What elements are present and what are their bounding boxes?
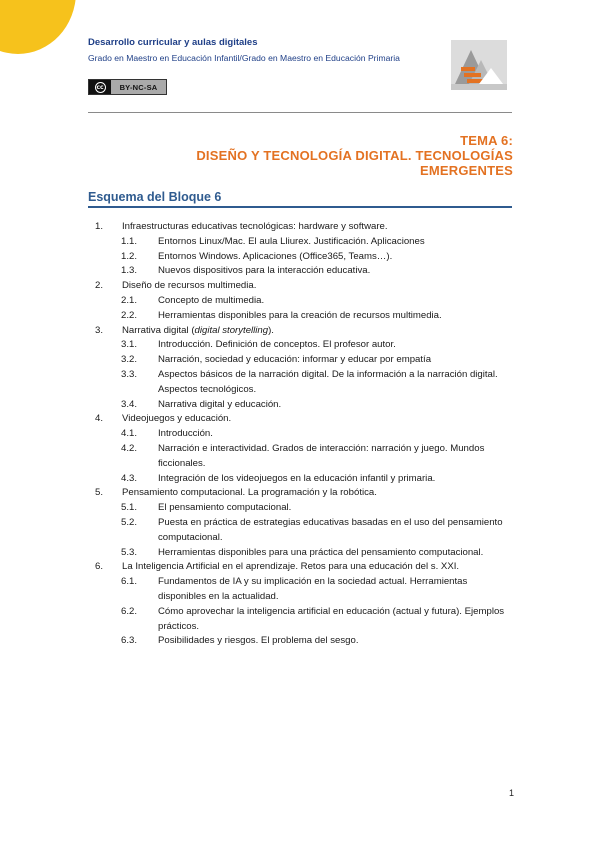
- item-text: Diseño de recursos multimedia.: [122, 280, 257, 292]
- outline-subitem: [88, 338, 518, 353]
- outline-item: [88, 220, 518, 235]
- corner-decoration: [0, 0, 76, 54]
- item-text: Pensamiento computacional. La programación y la robótica.: [122, 487, 377, 499]
- subitem-text: Introducción.: [158, 428, 213, 440]
- outline-subitem: [88, 516, 518, 546]
- subitem-text: Concepto de multimedia.: [158, 294, 265, 306]
- item-number: 1.: [95, 221, 104, 232]
- outline-subitem: [88, 353, 518, 368]
- subitem-text: Posibilidades y riesgos. El problema del sesgo.: [158, 635, 359, 647]
- subitem-number: 2.1.: [121, 294, 138, 306]
- subitem-text: Narración e interactividad. Grados de interacción: narración y juego. Mundos ficcionales.: [158, 442, 485, 469]
- subitem-text: Herramientas disponibles para una práctica del pensamiento computacional.: [158, 546, 484, 558]
- item-number: 5.: [95, 487, 104, 499]
- item-number: 6.: [95, 561, 104, 573]
- subitem-number: 3.1.: [121, 339, 138, 351]
- subitem-text: Entornos Linux/Mac. El aula Lliurex. Justificación. Aplicaciones: [158, 235, 425, 247]
- item-number: 2.: [95, 280, 104, 292]
- outline-subitem: [88, 472, 518, 487]
- cc-license-badge: [88, 79, 167, 95]
- outline-subitem: [88, 368, 518, 398]
- outline-subitem: [88, 546, 518, 561]
- subitem-number: 6.2.: [121, 605, 138, 617]
- item-number: 4.: [95, 413, 104, 425]
- outline-subitem: [88, 605, 518, 635]
- subitem-number: 1.2.: [121, 250, 138, 262]
- subitem-number: 3.4.: [121, 398, 138, 410]
- subitem-number: 5.2.: [121, 516, 138, 528]
- subitem-number: 4.3.: [121, 472, 138, 484]
- subitem-number: 1.1.: [121, 235, 138, 247]
- degree-subtitle: Grado en Maestro en Educación Infantil/Grado en Maestro en Educación Primaria: [88, 53, 400, 63]
- outline-subitem: [88, 398, 518, 413]
- course-title: Desarrollo curricular y aulas digitales: [88, 37, 258, 48]
- outline-subitem: [88, 235, 518, 250]
- outline-item: [88, 486, 518, 501]
- outline-item: [88, 324, 518, 339]
- outline-subitem: [88, 442, 518, 472]
- header-divider: [88, 112, 512, 113]
- document-header: [88, 36, 508, 65]
- subitem-number: 5.3.: [121, 546, 138, 558]
- outline-subitem: [88, 250, 518, 265]
- section-divider: [88, 206, 512, 208]
- outline-item: [88, 412, 518, 427]
- subitem-text: Herramientas disponibles para la creación de recursos multimedia.: [158, 309, 442, 321]
- subitem-text: Cómo aprovechar la inteligencia artificial en educación (actual y futura). Ejemplos prácticos.: [158, 605, 505, 632]
- outline-subitem: [88, 309, 518, 324]
- item-number: 3.: [95, 324, 104, 336]
- cc-icon: cc: [89, 80, 111, 94]
- outline-subitem: [88, 501, 518, 516]
- subitem-text: Entornos Windows. Aplicaciones (Office365, Teams…).: [158, 250, 393, 262]
- outline-item: [88, 279, 518, 294]
- subitem-number: 4.1.: [121, 428, 138, 440]
- university-logo: [451, 40, 507, 90]
- subitem-text: El pensamiento computacional.: [158, 502, 292, 514]
- topic-title-line-2: EMERGENTES: [419, 163, 513, 178]
- subitem-number: 6.3.: [121, 635, 138, 647]
- topic-title-line-1: DISEÑO Y TECNOLOGÍA DIGITAL. TECNOLOGÍAS: [196, 148, 513, 163]
- subitem-number: 1.3.: [121, 265, 138, 277]
- subitem-number: 3.2.: [121, 354, 138, 366]
- subitem-text: Puesta en práctica de estrategias educativas basadas en el uso del pensamiento computacional.: [158, 516, 503, 543]
- page-number: 1: [509, 788, 515, 798]
- topic-heading: [196, 133, 513, 178]
- outline-subitem: [88, 575, 518, 605]
- subitem-number: 3.3.: [121, 368, 138, 380]
- item-text: Narrativa digital (digital storytelling).: [122, 324, 274, 336]
- subitem-number: 4.2.: [121, 442, 138, 454]
- subitem-text: Nuevos dispositivos para la interacción educativa.: [158, 265, 371, 277]
- subitem-text: Integración de los videojuegos en la educación infantil y primaria.: [158, 472, 436, 484]
- subitem-text: Introducción. Definición de conceptos. El profesor autor.: [158, 339, 396, 351]
- subitem-number: 5.1.: [121, 502, 138, 514]
- outline-subitem: [88, 427, 518, 442]
- subitem-text: Narración, sociedad y educación: informar y educar por empatía: [158, 354, 432, 366]
- subitem-text: Narrativa digital y educación.: [158, 398, 282, 410]
- item-text: La Inteligencia Artificial en el aprendizaje. Retos para una educación del s. XXI.: [122, 561, 460, 573]
- item-text: Infraestructuras educativas tecnológicas: hardware y software.: [122, 221, 388, 232]
- license-label: BY-NC-SA: [111, 80, 166, 94]
- item-text: Videojuegos y educación.: [122, 413, 232, 425]
- subitem-text: Fundamentos de IA y su implicación en la sociedad actual. Herramientas disponibles en la actualidad.: [158, 576, 468, 602]
- topic-number: TEMA 6:: [460, 133, 513, 148]
- subitem-number: 6.1.: [121, 576, 138, 588]
- subitem-number: 2.2.: [121, 309, 138, 321]
- outline-item: [88, 560, 518, 575]
- outline-list: [88, 220, 518, 649]
- subitem-text: Aspectos básicos de la narración digital. De la información a la narración digital. Aspectos tecnológicos.: [158, 368, 498, 395]
- outline-subitem: [88, 294, 518, 309]
- outline-subitem: [88, 634, 518, 649]
- section-title: Esquema del Bloque 6: [88, 190, 222, 204]
- outline-subitem: [88, 264, 518, 279]
- emphasized-term: digital storytelling: [194, 324, 269, 336]
